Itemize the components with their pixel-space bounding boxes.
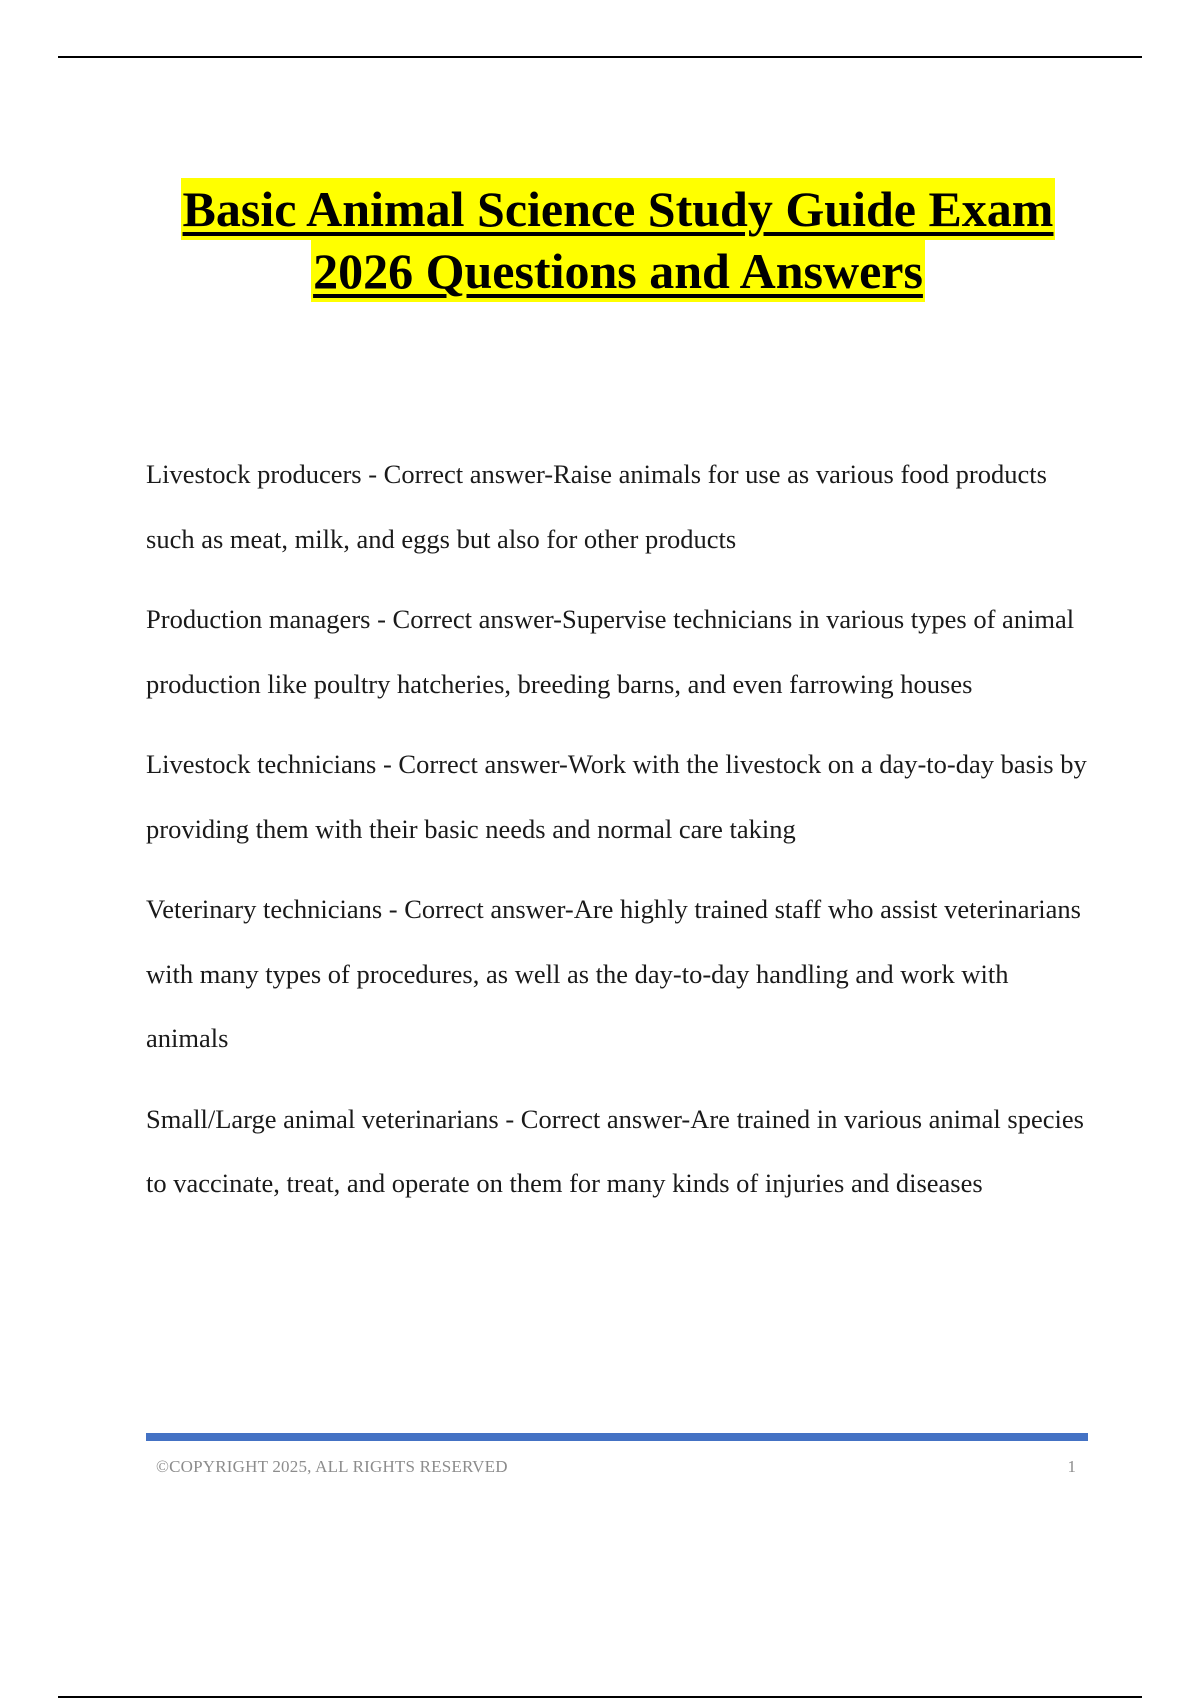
top-rule xyxy=(58,56,1142,58)
title-line-1: Basic Animal Science Study Guide Exam xyxy=(181,178,1056,240)
qa-item-livestock-producers: Livestock producers - Correct answer-Raise animals for use as various food products such as meat, milk, and eggs but also for other products xyxy=(146,459,1047,554)
qa-list xyxy=(146,442,1096,1216)
footer-copyright: ©COPYRIGHT 2025, ALL RIGHTS RESERVED xyxy=(156,1457,508,1476)
title-line-2: 2026 Questions and Answers xyxy=(311,240,925,302)
qa-item-animal-veterinarians: Small/Large animal veterinarians - Correct answer-Are trained in various animal species to vaccinate, treat, and operate on them for many kinds of injuries and diseases xyxy=(146,1103,1084,1198)
qa-item-livestock-technicians: Livestock technicians - Correct answer-Work with the livestock on a day-to-day basis by providing them with their basic needs and normal care taking xyxy=(146,749,1087,844)
bottom-rule xyxy=(58,1696,1142,1698)
qa-item-veterinary-technicians: Veterinary technicians - Correct answer-Are highly trained staff who assist veterinarians with many types of procedures, as well as the day-to-day handling and work with animals xyxy=(146,894,1081,1053)
footer-bar xyxy=(146,1433,1088,1441)
document-title xyxy=(80,178,1156,302)
page-number: 1 xyxy=(1067,1457,1076,1476)
qa-item-production-managers: Production managers - Correct answer-Supervise technicians in various types of animal production like poultry hatcheries, breeding barns, and even farrowing houses xyxy=(146,604,1075,699)
